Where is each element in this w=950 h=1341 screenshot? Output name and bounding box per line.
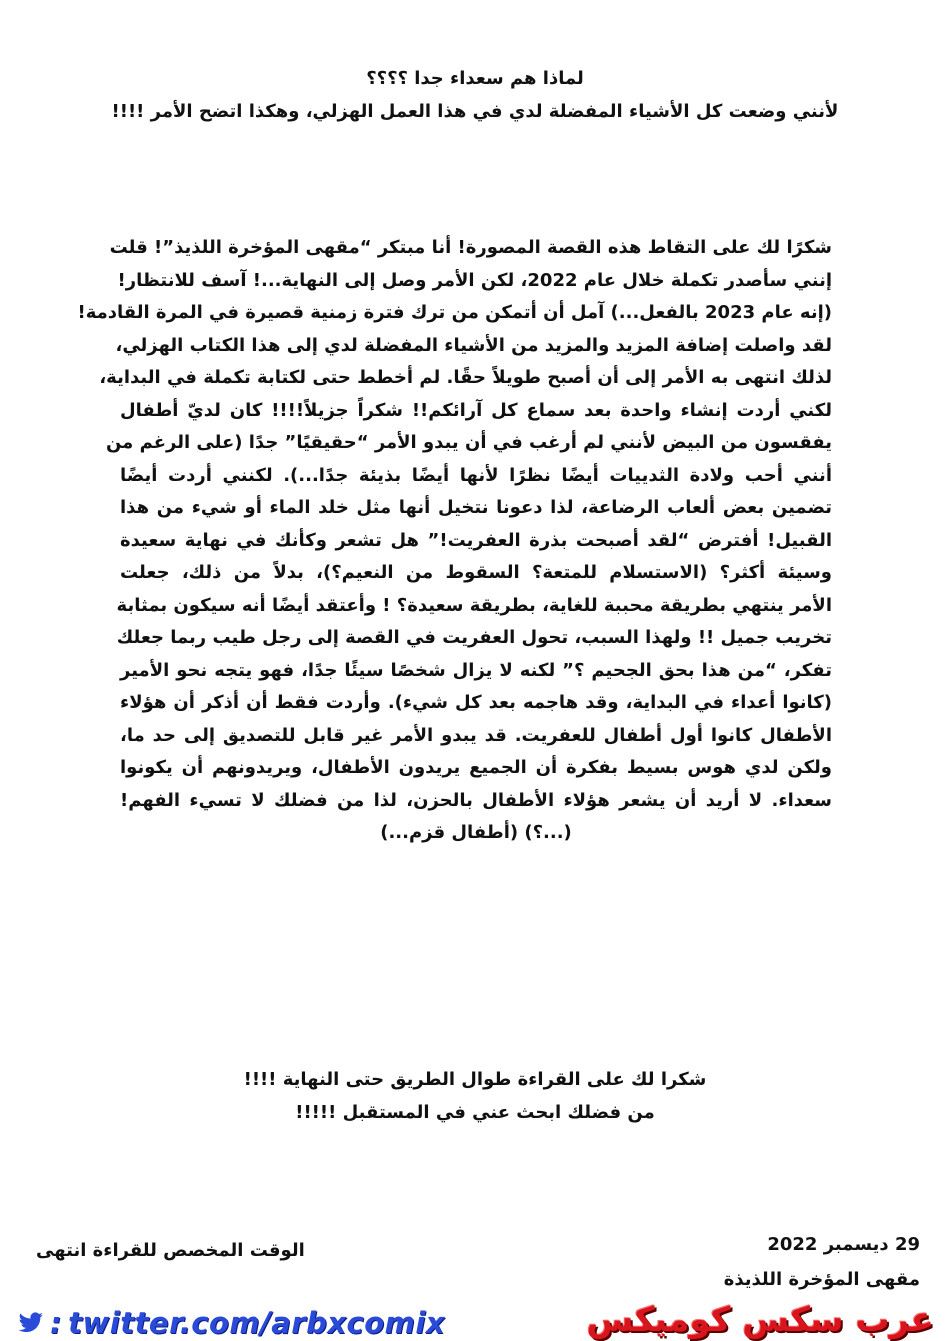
signature-block [724, 1227, 920, 1297]
thanks-line: من فضلك ابحث عني في المستقبل !!!!! [295, 1102, 655, 1123]
reading-time-note: الوقت المخصص للقراءة انتهى [36, 1240, 305, 1261]
afterword-line: تخريب جميل !! ولهذا السبب، تحول العفريت في القصة إلى رجل طيب ربما جعلك [116, 627, 832, 648]
header-question: لماذا هم سعداء جدا ؟؟؟؟ [366, 68, 584, 89]
thanks-block [200, 1063, 750, 1129]
afterword-line: لقد واصلت إضافة المزيد والمزيد من الأشياء المفضلة لدي إلى هذا الكتاب الهزلي، [115, 334, 832, 356]
afterword-line: سعداء. لا أريد أن يشعر هؤلاء الأطفال بالحزن، لذا من فضلك لا تسيء الفهم! [120, 789, 832, 811]
brand-watermark: عرب سكس كوميكس [586, 1300, 934, 1340]
twitter-watermark [18, 1306, 445, 1340]
afterword-line: إنني سأصدر تكملة خلال عام 2022، لكن الأمر وصل إلى النهاية...! آسف للانتظار! [117, 269, 832, 291]
afterword-paragraph [77, 232, 832, 850]
signature-author: مقهى المؤخرة اللذيذة [723, 1269, 920, 1290]
afterword-line: (كانوا أعداء في البداية، وقد هاجمه بعد كل شيء). وأردت فقط أن أذكر أن هؤلاء [120, 692, 832, 713]
afterword-line: أنني أحب ولادة الثدييات أيضًا نظرًا لأنها أيضًا بذيئة جدًا...). لكنني أردت أيضًا [120, 464, 832, 486]
afterword-line: (إنه عام 2023 بالفعل...) آمل أن أتمكن من ترك فترة زمنية قصيرة في المرة القادمة! [77, 302, 832, 323]
afterword-line: لذلك انتهى به الأمر إلى أن أصبح طويلاً حقًا. لم أخطط حتى لكتابة تكملة في البداية، [99, 367, 832, 388]
twitter-handle: twitter.com/arbxcomix [68, 1306, 446, 1340]
thanks-line: شكرا لك على القراءة طوال الطريق حتى النهاية !!!! [243, 1069, 707, 1090]
afterword-line: تفكر، “من هذا بحق الجحيم ؟” لكنه لا يزال شخصًا سيئًا جدًا، فهو يتجه نحو الأمير [120, 659, 832, 681]
afterword-line-final: (...؟) (أطفال قزم...) [380, 822, 572, 843]
afterword-line: القبيل! أفترض “لقد أصبحت بذرة العفريت!” هل تشعر وكأنك في نهاية سعيدة [120, 529, 832, 551]
afterword-line: يفقسون من البيض لأنني لم أرغب في أن يبدو الأمر “حقيقيًا” جدًا (على الرغم من [105, 432, 832, 453]
afterword-line: لكني أردت إنشاء واحدة بعد سماع كل آرائكم!! شكراً جزيلاً!!!! كان لديّ أطفال [120, 399, 832, 421]
afterword-line: وسيئة أكثر؟ (الاستسلام للمتعة؟ السقوط من النعيم؟)، بدلاً من ذلك، جعلت [120, 562, 832, 583]
signature-date: 29 ديسمبر 2022 [767, 1234, 920, 1255]
afterword-line: ولكن لدي هوس بسيط بفكرة أن الجميع يريدون الأطفال، ويريدونهم أن يكونوا [120, 757, 832, 778]
twitter-colon: : [50, 1306, 63, 1340]
afterword-line: الأمر ينتهي بطريقة محببة للغاية، بطريقة سعيدة؟ ! وأعتقد أيضًا أنه سيكون بمثابة [116, 594, 832, 616]
header-block [80, 62, 870, 128]
afterword-line: الأطفال كانوا أول أطفال للعفريت. قد يبدو الأمر غير قابل للتصديق إلى حد ما، [120, 724, 832, 746]
twitter-bird-icon [18, 1312, 44, 1334]
afterword-line: تضمين بعض ألعاب الرضاعة، لذا دعونا نتخيل أنها مثل خلد الماء أو شيء من هذا [120, 497, 832, 518]
header-answer: لأنني وضعت كل الأشياء المفضلة لدي في هذا العمل الهزلي، وهكذا اتضح الأمر !!!! [111, 101, 839, 122]
afterword-line: شكرًا لك على التقاط هذه القصة المصورة! أنا مبتكر “مقهى المؤخرة اللذيذ”! قلت [109, 237, 832, 258]
